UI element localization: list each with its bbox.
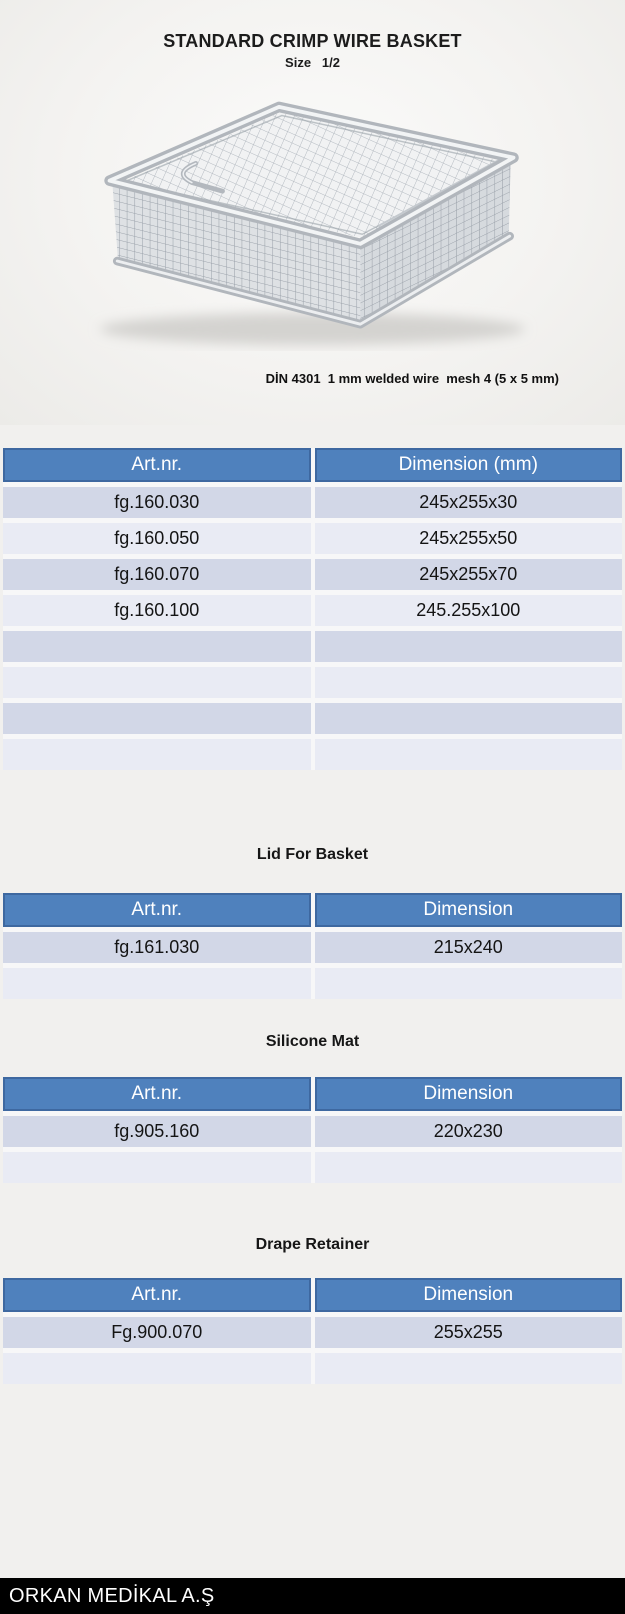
table-cell-dimension: 245x255x70 <box>315 559 623 590</box>
table-cell-empty <box>315 703 623 734</box>
column-header-dimension: Dimension <box>315 1278 623 1312</box>
table-cell-empty <box>315 1152 623 1183</box>
table-cell-artnr: fg.161.030 <box>3 932 311 963</box>
product-spec-caption: DİN 4301 1 mm welded wire mesh 4 (5 x 5 mm) <box>265 371 559 386</box>
table-cell-dimension: 245x255x50 <box>315 523 623 554</box>
mat-table <box>3 1077 622 1183</box>
footer-bar <box>0 1578 625 1614</box>
column-header-dimension: Dimension <box>315 1077 623 1111</box>
table-cell-empty <box>315 968 623 999</box>
column-header-artnr: Art.nr. <box>3 448 311 482</box>
product-photo-section <box>0 0 625 425</box>
table-cell-empty <box>3 968 311 999</box>
table-cell-empty <box>3 703 311 734</box>
table-cell-empty <box>3 667 311 698</box>
table-cell-empty <box>3 1353 311 1384</box>
table-cell-empty <box>3 739 311 770</box>
table-cell-dimension: 255x255 <box>315 1317 623 1348</box>
section-heading-silicone-mat: Silicone Mat <box>265 1033 360 1050</box>
basket-table <box>3 448 622 770</box>
table-cell-artnr: fg.160.030 <box>3 487 311 518</box>
table-cell-artnr: fg.160.070 <box>3 559 311 590</box>
lid-table <box>3 893 622 999</box>
wire-basket-image <box>60 83 565 351</box>
table-cell-empty <box>315 739 623 770</box>
table-cell-empty <box>3 631 311 662</box>
table-cell-dimension: 245.255x100 <box>315 595 623 626</box>
section-heading-lid-for-basket: Lid For Basket <box>256 846 369 863</box>
column-header-artnr: Art.nr. <box>3 1077 311 1111</box>
table-cell-empty <box>315 1353 623 1384</box>
page-subtitle: Size 1/2 <box>285 55 340 70</box>
table-cell-empty <box>3 1152 311 1183</box>
table-cell-dimension: 215x240 <box>315 932 623 963</box>
table-cell-empty <box>315 631 623 662</box>
company-name: ORKAN MEDİKAL A.Ş <box>9 1584 215 1607</box>
column-header-dimension: Dimension <box>315 893 623 927</box>
table-cell-artnr: fg.160.050 <box>3 523 311 554</box>
drape-table <box>3 1278 622 1384</box>
page-title: STANDARD CRIMP WIRE BASKET <box>163 31 462 51</box>
table-cell-artnr: fg.160.100 <box>3 595 311 626</box>
column-header-dimension: Dimension (mm) <box>315 448 623 482</box>
section-heading-drape-retainer: Drape Retainer <box>255 1236 370 1253</box>
table-cell-dimension: 220x230 <box>315 1116 623 1147</box>
table-cell-dimension: 245x255x30 <box>315 487 623 518</box>
table-cell-empty <box>315 667 623 698</box>
table-cell-artnr: fg.905.160 <box>3 1116 311 1147</box>
table-cell-artnr: Fg.900.070 <box>3 1317 311 1348</box>
column-header-artnr: Art.nr. <box>3 1278 311 1312</box>
column-header-artnr: Art.nr. <box>3 893 311 927</box>
